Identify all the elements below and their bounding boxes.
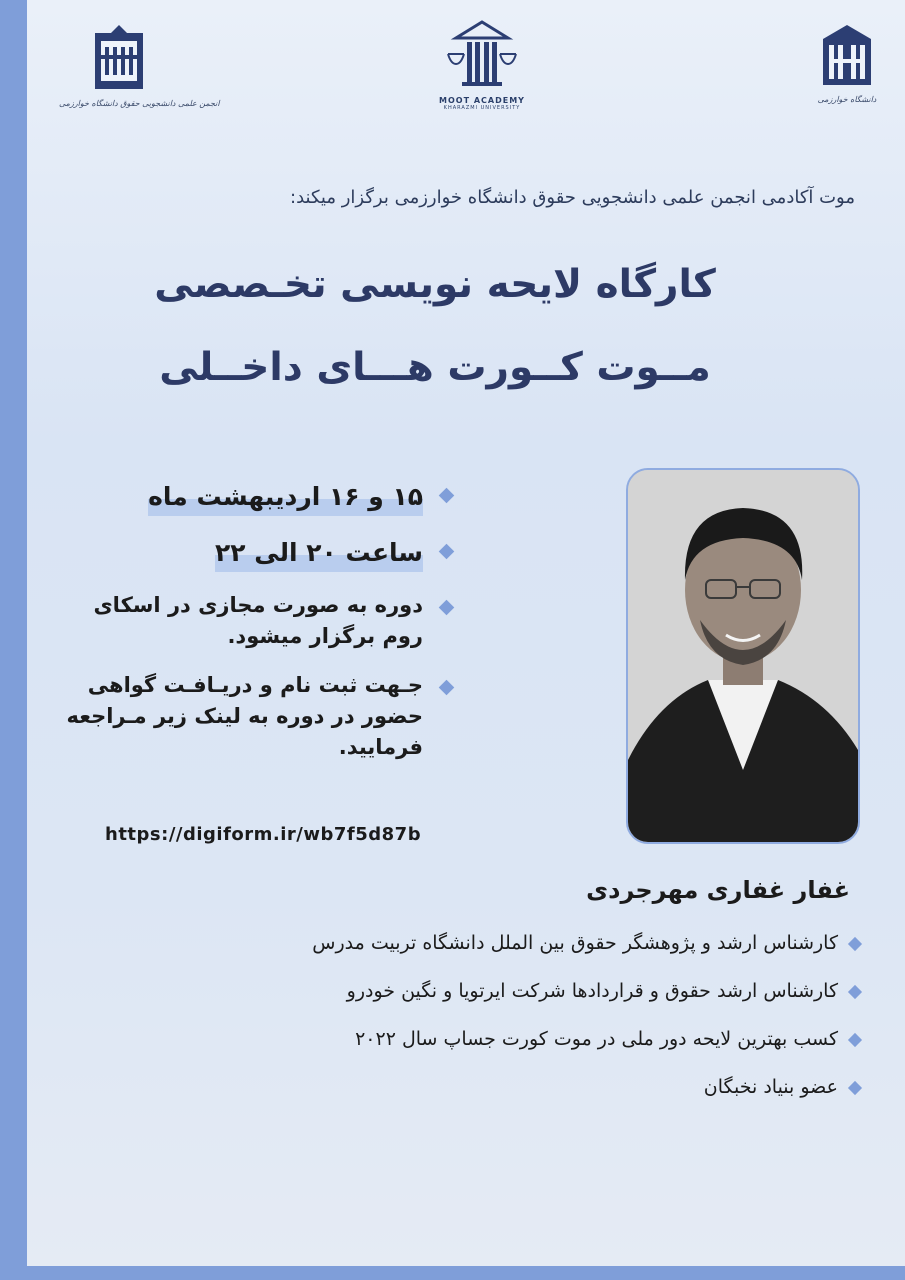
workshop-title-line-1: کارگاه لایحه نویسی تخـصصی	[154, 262, 716, 307]
university-logo	[807, 25, 887, 104]
diamond-bullet-icon	[439, 488, 455, 504]
credential-item: کارشناس ارشد حقوق و قراردادها شرکت ایرتویا و نگین خودرو	[140, 978, 860, 1005]
diamond-bullet-icon	[848, 1081, 862, 1095]
detail-dates: ۱۵ و ۱۶ اردیبهشت ماه	[52, 478, 452, 516]
credential-item: کارشناس ارشد و پژوهشگر حقوق بین الملل دانشگاه تربیت مدرس	[140, 930, 860, 957]
speaker-photo	[626, 468, 860, 844]
moot-academy-sub: KHARAZMI UNIVERSITY	[443, 105, 521, 111]
moot-academy-name: MOOT ACADEMY	[439, 96, 525, 105]
diamond-bullet-icon	[439, 600, 455, 616]
university-emblem-icon	[821, 25, 873, 87]
scales-pillars-icon	[442, 20, 522, 90]
detail-time: ساعت ۲۰ الی ۲۲	[52, 534, 452, 572]
speaker-portrait-icon	[628, 470, 858, 842]
diamond-bullet-icon	[439, 680, 455, 696]
detail-registration: جـهت ثبت نام و دریـافـت گواهی حضور در دوره به لینک زیر مـراجعه فرمایید.	[52, 670, 452, 763]
association-logo-caption: انجمن علمی دانشجویی حقوق دانشگاه خوارزمی	[59, 99, 220, 108]
event-details	[52, 478, 452, 781]
association-logo	[59, 25, 220, 108]
workshop-title-line-2: مــوت کــورت هـــای داخــلی	[159, 345, 711, 390]
credential-item: عضو بنیاد نخبگان	[140, 1074, 860, 1101]
bottom-frame-bar	[0, 1266, 905, 1280]
poster	[27, 0, 905, 1266]
moot-academy-logo	[427, 20, 537, 111]
diamond-bullet-icon	[848, 985, 862, 999]
diamond-bullet-icon	[439, 544, 455, 560]
university-emblem-icon	[93, 25, 145, 91]
diamond-bullet-icon	[848, 937, 862, 951]
intro-text: موت آکادمی انجمن علمی دانشجویی حقوق دانشگاه خوارزمی برگزار میکند:	[290, 187, 855, 208]
detail-format: دوره به صورت مجازی در اسکای روم برگزار میشود.	[52, 590, 452, 652]
speaker-name: غفار غفاری مهرجردی	[586, 876, 850, 904]
credential-item: کسب بهترین لایحه دور ملی در موت کورت جساپ سال ۲۰۲۲	[140, 1026, 860, 1053]
speaker-credentials	[140, 930, 860, 1122]
diamond-bullet-icon	[848, 1033, 862, 1047]
university-logo-caption: دانشگاه خوارزمی	[817, 95, 877, 104]
registration-link[interactable]: https://digiform.ir/wb7f5d87b	[105, 824, 422, 845]
